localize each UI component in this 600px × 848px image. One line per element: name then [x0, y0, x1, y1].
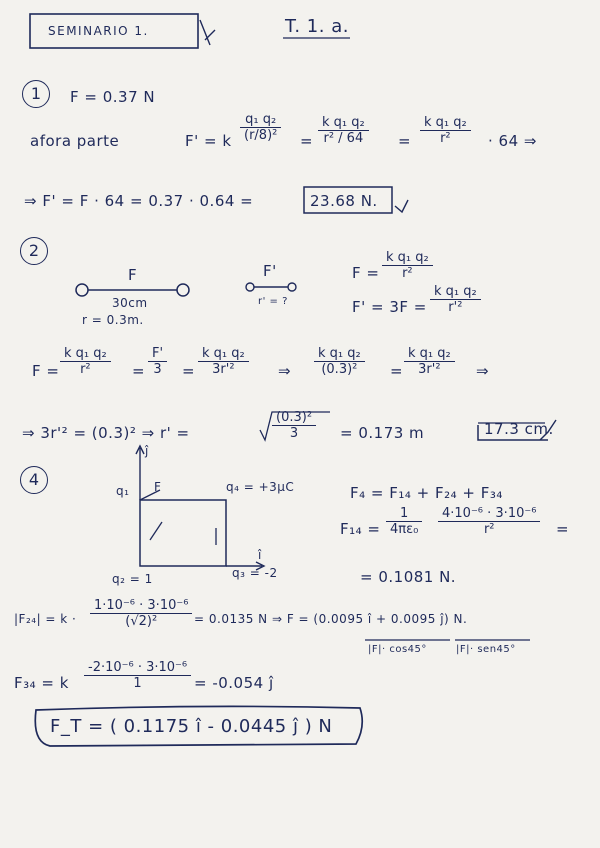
- p2-l3-a: F =: [32, 362, 60, 380]
- title-tick: [200, 20, 215, 45]
- p1-frac3: $\frac{\text{k q₁ q₂}}{\text{r²}}$: [420, 115, 471, 146]
- p2-answer: 17.3 cm.: [484, 420, 554, 438]
- problem-1-number: 1: [22, 80, 50, 108]
- j-unit-label: ĵ: [145, 444, 149, 458]
- p4-note-sin: |F|· sen45°: [456, 644, 516, 655]
- p1-frac1: $\frac{\text{q₁ q₂}}{\text{(r/8)²}}$: [240, 112, 281, 143]
- i-unit-label: î: [258, 548, 262, 562]
- problem-2-number: 2: [20, 237, 48, 265]
- p1-fprime: F' = k: [185, 132, 232, 150]
- p1-eq2: =: [398, 132, 412, 150]
- d2-force-label: F': [263, 262, 277, 280]
- q2-label: q₂ = 1: [112, 572, 153, 586]
- problem-4-number: 4: [20, 466, 48, 494]
- charge-square: [140, 500, 226, 566]
- d1-r: r = 0.3m.: [82, 313, 144, 327]
- p4-f34-val: = -0.054 ĵ: [194, 674, 274, 692]
- p1-check: [395, 200, 408, 212]
- p1-line2: ⇒ F' = F · 64 = 0.37 · 0.64 =: [24, 192, 254, 210]
- p2-l4-result: = 0.173 m: [340, 424, 425, 442]
- p4-f14: F₁₄ =: [340, 520, 381, 538]
- p2-l3-fa: $\frac{\text{k q₁ q₂}}{\text{r²}}$: [60, 346, 111, 377]
- p2-l3-fb: $\frac{F'}{3}$: [148, 346, 167, 377]
- p2-l3-d: ⇒: [278, 362, 292, 380]
- p4-total: F_T = ( 0.1175 î - 0.0445 ĵ ) N: [50, 716, 333, 737]
- p4-f24-frac: $\frac{\text{1·10⁻⁶ · 3·10⁻⁶}}{\text{(√2)²}}$: [90, 598, 192, 629]
- f-vector-label: F: [154, 480, 162, 494]
- q3-label: q₃ = -2: [232, 566, 278, 580]
- seminar-title: SEMINARIO 1.: [48, 24, 149, 38]
- p2-eqF: F =: [352, 264, 380, 282]
- p4-f14-val: = 0.1081 N.: [360, 568, 457, 586]
- d2-r: r' = ?: [258, 296, 288, 307]
- p2-l3-fc: $\frac{\text{k q₁ q₂}}{\text{3r'²}}$: [198, 346, 249, 377]
- p4-f14-frac-a: $\frac{1}{\text{4πε₀}}$: [386, 506, 422, 537]
- p2-eqF-frac: $\frac{\text{k q₁ q₂}}{\text{r²}}$: [382, 250, 433, 281]
- p1-frac2: $\frac{\text{k q₁ q₂}}{\text{r² / 64}}$: [318, 115, 369, 146]
- p2-l3-f: ⇒: [476, 362, 490, 380]
- p2-l3-fe: $\frac{\text{k q₁ q₂}}{\text{3r'²}}$: [404, 346, 455, 377]
- d1-force-label: F: [128, 266, 138, 284]
- p1-tail: · 64 ⇒: [488, 132, 537, 150]
- p2-l3-fd: $\frac{\text{k q₁ q₂}}{\text{(0.3)²}}$: [314, 346, 365, 377]
- f24-vector: [150, 522, 162, 540]
- p4-f24-val: = 0.0135 N ⇒ F = (0.0095 î + 0.0095 ĵ) N.: [194, 612, 468, 626]
- charge-left-2: [246, 283, 254, 291]
- p4-f14-eq: =: [556, 520, 570, 538]
- p1-label: afora parte: [30, 132, 120, 150]
- q1-label: q₁: [116, 484, 130, 498]
- p2-eqF2: F' = 3F =: [352, 298, 427, 316]
- p4-f24-lhs: |F₂₄| = k ·: [14, 612, 77, 626]
- p2-l3-c: =: [182, 362, 196, 380]
- p1-given: F = 0.37 N: [70, 88, 156, 106]
- charge-right-2: [288, 283, 296, 291]
- p4-f14-frac-b: $\frac{\text{4·10⁻⁶ · 3·10⁻⁶}}{\text{r²}}$: [438, 506, 540, 537]
- p4-f34-frac: $\frac{\text{-2·10⁻⁶ · 3·10⁻⁶}}{1}$: [84, 660, 191, 691]
- p1-answer: 23.68 N.: [310, 192, 378, 210]
- q4-label: q₄ = +3μC: [226, 480, 295, 494]
- topic-label: T. 1. a.: [285, 16, 349, 37]
- p4-note-cos: |F|· cos45°: [368, 644, 427, 655]
- p2-l3-b: =: [132, 362, 146, 380]
- p4-f34-lhs: F₃₄ = k: [14, 674, 69, 692]
- p1-eq1: =: [300, 132, 314, 150]
- p4-sum: F₄ = F₁₄ + F₂₄ + F₃₄: [350, 484, 503, 502]
- d1-distance: 30cm: [112, 296, 148, 310]
- charge-right: [177, 284, 189, 296]
- p2-l3-e: =: [390, 362, 404, 380]
- p2-l4: ⇒ 3r'² = (0.3)² ⇒ r' =: [22, 424, 190, 442]
- p2-sqrt-frac: $\frac{\text{(0.3)²}}{3}$: [272, 410, 316, 441]
- p2-eqF2-frac: $\frac{\text{k q₁ q₂}}{\text{r'²}}$: [430, 284, 481, 315]
- charge-left: [76, 284, 88, 296]
